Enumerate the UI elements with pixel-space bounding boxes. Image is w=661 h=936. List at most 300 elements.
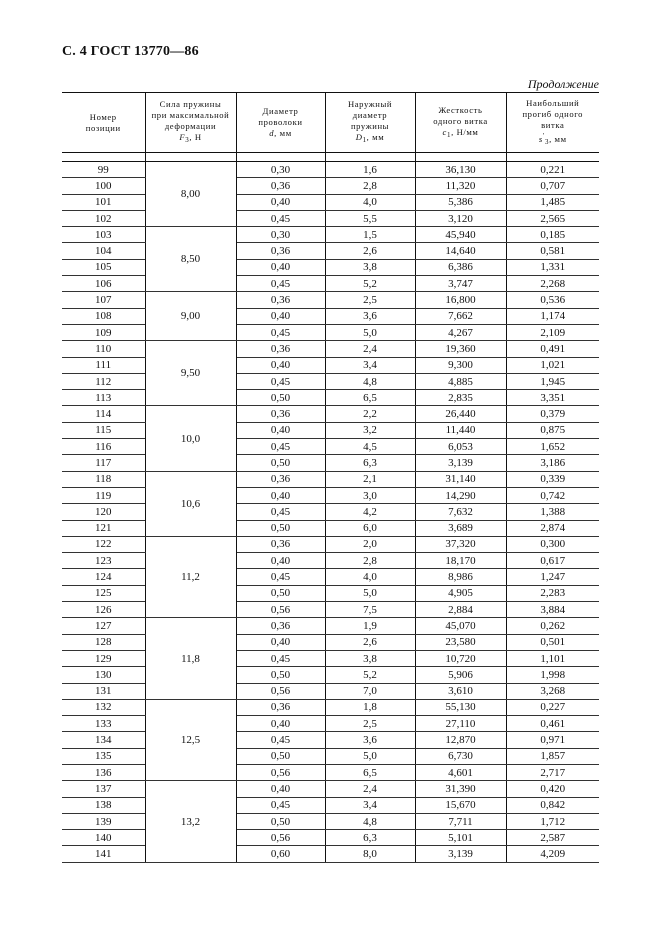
table-row bbox=[62, 390, 599, 406]
stiffness-cell: 5,906 bbox=[415, 667, 506, 683]
col-header-force bbox=[145, 93, 236, 153]
stiffness-cell: 4,885 bbox=[415, 373, 506, 389]
stiffness-cell: 9,300 bbox=[415, 357, 506, 373]
col-header-deflection bbox=[506, 93, 599, 153]
outer-diameter-cell: 2,4 bbox=[325, 341, 415, 357]
deflection-cell: 0,707 bbox=[506, 178, 599, 194]
force-cell: 11,8 bbox=[145, 618, 236, 699]
wire-diameter-cell: 0,45 bbox=[236, 504, 325, 520]
force-cell: 9,50 bbox=[145, 341, 236, 406]
table-body bbox=[62, 153, 599, 863]
wire-diameter-cell: 0,40 bbox=[236, 194, 325, 210]
table-row bbox=[62, 357, 599, 373]
wire-diameter-cell: 0,40 bbox=[236, 422, 325, 438]
outer-diameter-cell: 3,8 bbox=[325, 650, 415, 666]
stiffness-cell: 3,747 bbox=[415, 276, 506, 292]
stiffness-cell: 5,101 bbox=[415, 830, 506, 846]
spring-spec-table bbox=[62, 92, 599, 863]
position-cell: 126 bbox=[62, 602, 145, 618]
table-row bbox=[62, 406, 599, 422]
position-cell: 140 bbox=[62, 830, 145, 846]
deflection-cell: 0,742 bbox=[506, 487, 599, 503]
deflection-cell: 0,491 bbox=[506, 341, 599, 357]
outer-diameter-cell: 2,6 bbox=[325, 243, 415, 259]
position-cell: 118 bbox=[62, 471, 145, 487]
col-header-force-line: деформации bbox=[164, 121, 217, 131]
outer-diameter-cell: 2,6 bbox=[325, 634, 415, 650]
table-row bbox=[62, 699, 599, 715]
table-row bbox=[62, 748, 599, 764]
outer-diameter-cell: 3,2 bbox=[325, 422, 415, 438]
col-header-outer-line: пружины bbox=[350, 121, 390, 131]
table-row bbox=[62, 650, 599, 666]
col-header-force-line: Сила пружины bbox=[159, 99, 222, 109]
outer-sub: 1 bbox=[362, 136, 367, 144]
table-row bbox=[62, 259, 599, 275]
wire-diameter-cell: 0,36 bbox=[236, 178, 325, 194]
stiffness-cell: 6,386 bbox=[415, 259, 506, 275]
outer-diameter-cell: 6,0 bbox=[325, 520, 415, 536]
col-header-deflection-line: Наибольший bbox=[526, 97, 580, 108]
force-cell: 12,5 bbox=[145, 699, 236, 780]
deflection-cell: 2,109 bbox=[506, 324, 599, 340]
wire-diameter-cell: 0,40 bbox=[236, 781, 325, 797]
stiffness-cell: 3,689 bbox=[415, 520, 506, 536]
deflection-cell: 3,884 bbox=[506, 602, 599, 618]
position-cell: 110 bbox=[62, 341, 145, 357]
deflection-cell: 0,262 bbox=[506, 618, 599, 634]
force-unit: , Н bbox=[189, 132, 202, 142]
wire-diameter-cell: 0,45 bbox=[236, 324, 325, 340]
position-cell: 113 bbox=[62, 390, 145, 406]
outer-diameter-cell: 4,8 bbox=[325, 813, 415, 829]
deflection-cell: 0,971 bbox=[506, 732, 599, 748]
position-cell: 122 bbox=[62, 536, 145, 552]
col-header-stiffness-line: одного витка bbox=[433, 115, 488, 126]
outer-unit: , мм bbox=[366, 132, 385, 142]
col-header-deflection-line: витка bbox=[541, 119, 565, 130]
outer-diameter-cell: 5,5 bbox=[325, 210, 415, 226]
deflection-cell: 2,717 bbox=[506, 764, 599, 780]
position-cell: 129 bbox=[62, 650, 145, 666]
deflection-symbol: s bbox=[538, 133, 543, 144]
outer-diameter-cell: 7,5 bbox=[325, 602, 415, 618]
col-header-force-line: при максимальной bbox=[151, 110, 230, 120]
table-row bbox=[62, 471, 599, 487]
table-row bbox=[62, 422, 599, 438]
col-header-wire-line: Диаметр bbox=[262, 106, 299, 116]
deflection-cell: 0,461 bbox=[506, 716, 599, 732]
stiffness-cell: 10,720 bbox=[415, 650, 506, 666]
deflection-cell: 1,388 bbox=[506, 504, 599, 520]
outer-diameter-cell: 3,6 bbox=[325, 732, 415, 748]
wire-diameter-cell: 0,45 bbox=[236, 210, 325, 226]
deflection-cell: 1,485 bbox=[506, 194, 599, 210]
outer-diameter-cell: 1,9 bbox=[325, 618, 415, 634]
table-row bbox=[62, 292, 599, 308]
outer-diameter-cell: 7,0 bbox=[325, 683, 415, 699]
outer-diameter-cell: 6,3 bbox=[325, 830, 415, 846]
force-cell: 8,50 bbox=[145, 227, 236, 292]
outer-diameter-cell: 1,8 bbox=[325, 699, 415, 715]
stiffness-cell: 45,940 bbox=[415, 227, 506, 243]
col-header-outer-line: диаметр bbox=[352, 110, 388, 120]
wire-diameter-cell: 0,36 bbox=[236, 243, 325, 259]
table-row bbox=[62, 667, 599, 683]
position-cell: 106 bbox=[62, 276, 145, 292]
col-header-deflection-line: прогиб одного bbox=[522, 108, 584, 119]
wire-diameter-cell: 0,40 bbox=[236, 487, 325, 503]
stiffness-cell: 6,730 bbox=[415, 748, 506, 764]
deflection-cell: 0,536 bbox=[506, 292, 599, 308]
position-cell: 100 bbox=[62, 178, 145, 194]
deflection-cell: 1,945 bbox=[506, 373, 599, 389]
wire-diameter-cell: 0,36 bbox=[236, 618, 325, 634]
col-header-outer bbox=[325, 93, 415, 153]
spacer-cell bbox=[506, 153, 599, 162]
table-row bbox=[62, 813, 599, 829]
wire-symbol: d bbox=[269, 128, 275, 138]
wire-diameter-cell: 0,40 bbox=[236, 553, 325, 569]
wire-diameter-cell: 0,56 bbox=[236, 764, 325, 780]
table-row bbox=[62, 520, 599, 536]
force-cell: 10,6 bbox=[145, 471, 236, 536]
deflection-cell: 0,420 bbox=[506, 781, 599, 797]
wire-diameter-cell: 0,45 bbox=[236, 373, 325, 389]
wire-diameter-cell: 0,40 bbox=[236, 308, 325, 324]
position-cell: 111 bbox=[62, 357, 145, 373]
table-row bbox=[62, 797, 599, 813]
position-cell: 141 bbox=[62, 846, 145, 862]
table-row bbox=[62, 830, 599, 846]
wire-diameter-cell: 0,50 bbox=[236, 813, 325, 829]
stiffness-cell: 11,440 bbox=[415, 422, 506, 438]
stiffness-cell: 3,139 bbox=[415, 846, 506, 862]
outer-diameter-cell: 8,0 bbox=[325, 846, 415, 862]
col-header-position-line: Номер bbox=[89, 111, 117, 122]
stiffness-cell: 45,070 bbox=[415, 618, 506, 634]
table-row bbox=[62, 602, 599, 618]
deflection-cell: 0,300 bbox=[506, 536, 599, 552]
position-cell: 125 bbox=[62, 585, 145, 601]
spacer-cell bbox=[236, 153, 325, 162]
deflection-cell: 3,351 bbox=[506, 390, 599, 406]
wire-diameter-cell: 0,56 bbox=[236, 683, 325, 699]
wire-diameter-cell: 0,30 bbox=[236, 162, 325, 178]
deflection-cell: 1,652 bbox=[506, 439, 599, 455]
table-row bbox=[62, 210, 599, 226]
spacer-cell bbox=[62, 153, 145, 162]
table-row bbox=[62, 553, 599, 569]
wire-diameter-cell: 0,56 bbox=[236, 602, 325, 618]
deflection-cell: 1,857 bbox=[506, 748, 599, 764]
wire-diameter-cell: 0,40 bbox=[236, 357, 325, 373]
outer-diameter-cell: 3,8 bbox=[325, 259, 415, 275]
col-header-stiffness bbox=[415, 93, 506, 153]
stiffness-cell: 18,170 bbox=[415, 553, 506, 569]
wire-diameter-cell: 0,50 bbox=[236, 585, 325, 601]
outer-diameter-cell: 2,4 bbox=[325, 781, 415, 797]
stiffness-cell: 8,986 bbox=[415, 569, 506, 585]
outer-diameter-cell: 4,0 bbox=[325, 194, 415, 210]
position-cell: 123 bbox=[62, 553, 145, 569]
stiffness-cell: 7,711 bbox=[415, 813, 506, 829]
outer-diameter-cell: 6,3 bbox=[325, 455, 415, 471]
col-header-wire-symbol-line bbox=[239, 128, 323, 139]
position-cell: 117 bbox=[62, 455, 145, 471]
col-header-wire bbox=[236, 93, 325, 153]
position-cell: 115 bbox=[62, 422, 145, 438]
stiffness-symbol: c bbox=[442, 126, 447, 137]
outer-diameter-cell: 5,0 bbox=[325, 324, 415, 340]
wire-diameter-cell: 0,36 bbox=[236, 699, 325, 715]
wire-diameter-cell: 0,40 bbox=[236, 716, 325, 732]
outer-diameter-cell: 4,2 bbox=[325, 504, 415, 520]
deflection-cell: 0,221 bbox=[506, 162, 599, 178]
position-cell: 130 bbox=[62, 667, 145, 683]
stiffness-cell: 7,632 bbox=[415, 504, 506, 520]
position-cell: 131 bbox=[62, 683, 145, 699]
deflection-sub: 3 bbox=[544, 137, 550, 146]
outer-diameter-cell: 4,0 bbox=[325, 569, 415, 585]
deflection-cell: 2,283 bbox=[506, 585, 599, 601]
position-cell: 136 bbox=[62, 764, 145, 780]
position-cell: 99 bbox=[62, 162, 145, 178]
stiffness-cell: 14,290 bbox=[415, 487, 506, 503]
table-row bbox=[62, 569, 599, 585]
wire-diameter-cell: 0,50 bbox=[236, 390, 325, 406]
deflection-cell: 0,501 bbox=[506, 634, 599, 650]
outer-diameter-cell: 3,6 bbox=[325, 308, 415, 324]
deflection-cell: 2,268 bbox=[506, 276, 599, 292]
table-row bbox=[62, 373, 599, 389]
stiffness-cell: 4,267 bbox=[415, 324, 506, 340]
position-cell: 101 bbox=[62, 194, 145, 210]
position-cell: 104 bbox=[62, 243, 145, 259]
stiffness-cell: 3,610 bbox=[415, 683, 506, 699]
position-cell: 128 bbox=[62, 634, 145, 650]
wire-diameter-cell: 0,45 bbox=[236, 439, 325, 455]
position-cell: 119 bbox=[62, 487, 145, 503]
position-cell: 105 bbox=[62, 259, 145, 275]
table-spacer-row bbox=[62, 153, 599, 162]
table-row bbox=[62, 487, 599, 503]
position-cell: 109 bbox=[62, 324, 145, 340]
stiffness-cell: 12,870 bbox=[415, 732, 506, 748]
table-row bbox=[62, 324, 599, 340]
deflection-cell: 1,101 bbox=[506, 650, 599, 666]
force-cell: 10,0 bbox=[145, 406, 236, 471]
position-cell: 102 bbox=[62, 210, 145, 226]
deflection-cell: 2,587 bbox=[506, 830, 599, 846]
stiffness-cell: 23,580 bbox=[415, 634, 506, 650]
table-row bbox=[62, 308, 599, 324]
wire-diameter-cell: 0,45 bbox=[236, 732, 325, 748]
outer-diameter-cell: 3,4 bbox=[325, 797, 415, 813]
position-cell: 137 bbox=[62, 781, 145, 797]
wire-diameter-cell: 0,36 bbox=[236, 341, 325, 357]
outer-diameter-cell: 2,0 bbox=[325, 536, 415, 552]
position-cell: 138 bbox=[62, 797, 145, 813]
stiffness-cell: 31,390 bbox=[415, 781, 506, 797]
col-header-force-symbol-line bbox=[148, 132, 234, 146]
table-row bbox=[62, 585, 599, 601]
table-row bbox=[62, 227, 599, 243]
stiffness-cell: 2,884 bbox=[415, 602, 506, 618]
table-row bbox=[62, 455, 599, 471]
spacer-cell bbox=[325, 153, 415, 162]
table-row bbox=[62, 781, 599, 797]
col-header-position-line: позиции bbox=[85, 122, 121, 133]
table-row bbox=[62, 194, 599, 210]
outer-diameter-cell: 4,5 bbox=[325, 439, 415, 455]
col-header-wire-line: проволоки bbox=[258, 117, 303, 127]
deflection-cell: 0,842 bbox=[506, 797, 599, 813]
wire-diameter-cell: 0,36 bbox=[236, 471, 325, 487]
deflection-cell: 0,339 bbox=[506, 471, 599, 487]
position-cell: 135 bbox=[62, 748, 145, 764]
outer-diameter-cell: 2,8 bbox=[325, 553, 415, 569]
stiffness-cell: 7,662 bbox=[415, 308, 506, 324]
col-header-stiffness-symbol-line bbox=[418, 127, 504, 141]
outer-diameter-cell: 6,5 bbox=[325, 390, 415, 406]
position-cell: 124 bbox=[62, 569, 145, 585]
spacer-cell bbox=[145, 153, 236, 162]
position-cell: 121 bbox=[62, 520, 145, 536]
position-cell: 120 bbox=[62, 504, 145, 520]
position-cell: 114 bbox=[62, 406, 145, 422]
outer-diameter-cell: 2,1 bbox=[325, 471, 415, 487]
wire-diameter-cell: 0,45 bbox=[236, 569, 325, 585]
stiffness-cell: 16,800 bbox=[415, 292, 506, 308]
wire-diameter-cell: 0,60 bbox=[236, 846, 325, 862]
stiffness-cell: 3,139 bbox=[415, 455, 506, 471]
col-header-outer-symbol-line bbox=[328, 132, 413, 146]
outer-diameter-cell: 5,0 bbox=[325, 585, 415, 601]
table-row bbox=[62, 504, 599, 520]
table-row bbox=[62, 618, 599, 634]
stiffness-cell: 19,360 bbox=[415, 341, 506, 357]
stiffness-cell: 2,835 bbox=[415, 390, 506, 406]
deflection-cell: 2,565 bbox=[506, 210, 599, 226]
deflection-unit: , мм bbox=[549, 133, 567, 144]
table-row bbox=[62, 243, 599, 259]
table-row bbox=[62, 732, 599, 748]
stiffness-cell: 3,120 bbox=[415, 210, 506, 226]
position-cell: 103 bbox=[62, 227, 145, 243]
outer-diameter-cell: 6,5 bbox=[325, 764, 415, 780]
wire-diameter-cell: 0,50 bbox=[236, 667, 325, 683]
position-cell: 107 bbox=[62, 292, 145, 308]
wire-diameter-cell: 0,50 bbox=[236, 455, 325, 471]
table-row bbox=[62, 683, 599, 699]
stiffness-cell: 55,130 bbox=[415, 699, 506, 715]
wire-diameter-cell: 0,56 bbox=[236, 830, 325, 846]
position-cell: 127 bbox=[62, 618, 145, 634]
wire-diameter-cell: 0,45 bbox=[236, 276, 325, 292]
deflection-cell: 1,021 bbox=[506, 357, 599, 373]
deflection-cell: 1,331 bbox=[506, 259, 599, 275]
deflection-cell: 1,712 bbox=[506, 813, 599, 829]
outer-diameter-cell: 3,0 bbox=[325, 487, 415, 503]
table-row bbox=[62, 846, 599, 862]
table-row bbox=[62, 634, 599, 650]
deflection-cell: 4,209 bbox=[506, 846, 599, 862]
outer-diameter-cell: 2,8 bbox=[325, 178, 415, 194]
position-cell: 108 bbox=[62, 308, 145, 324]
outer-diameter-cell: 4,8 bbox=[325, 373, 415, 389]
stiffness-unit: , Н/мм bbox=[451, 126, 479, 137]
table-row bbox=[62, 162, 599, 178]
position-cell: 134 bbox=[62, 732, 145, 748]
outer-diameter-cell: 1,6 bbox=[325, 162, 415, 178]
outer-diameter-cell: 1,5 bbox=[325, 227, 415, 243]
force-symbol: F bbox=[179, 132, 186, 142]
deflection-cell: 0,875 bbox=[506, 422, 599, 438]
deflection-cell: 0,617 bbox=[506, 553, 599, 569]
position-cell: 112 bbox=[62, 373, 145, 389]
wire-diameter-cell: 0,30 bbox=[236, 227, 325, 243]
table-row bbox=[62, 341, 599, 357]
force-cell: 13,2 bbox=[145, 781, 236, 862]
position-cell: 116 bbox=[62, 439, 145, 455]
deflection-cell: 3,268 bbox=[506, 683, 599, 699]
outer-diameter-cell: 2,5 bbox=[325, 292, 415, 308]
stiffness-cell: 6,053 bbox=[415, 439, 506, 455]
deflection-cell: 0,227 bbox=[506, 699, 599, 715]
position-cell: 139 bbox=[62, 813, 145, 829]
stiffness-cell: 37,320 bbox=[415, 536, 506, 552]
table-row bbox=[62, 439, 599, 455]
table-row bbox=[62, 276, 599, 292]
position-cell: 133 bbox=[62, 716, 145, 732]
wire-diameter-cell: 0,36 bbox=[236, 292, 325, 308]
continuation-label: Продолжение bbox=[527, 77, 599, 91]
stiffness-cell: 4,905 bbox=[415, 585, 506, 601]
col-header-position bbox=[62, 93, 145, 153]
deflection-cell: 1,174 bbox=[506, 308, 599, 324]
outer-diameter-cell: 2,5 bbox=[325, 716, 415, 732]
table-row bbox=[62, 716, 599, 732]
stiffness-cell: 31,140 bbox=[415, 471, 506, 487]
outer-diameter-cell: 5,2 bbox=[325, 276, 415, 292]
table-header-row bbox=[62, 93, 599, 153]
outer-diameter-cell: 5,0 bbox=[325, 748, 415, 764]
table-row bbox=[62, 764, 599, 780]
col-header-deflection-symbol-line bbox=[509, 131, 598, 148]
deflection-cell: 0,581 bbox=[506, 243, 599, 259]
force-sub: 3 bbox=[185, 136, 190, 144]
stiffness-sub: 1 bbox=[446, 130, 452, 139]
wire-diameter-cell: 0,40 bbox=[236, 259, 325, 275]
stiffness-cell: 27,110 bbox=[415, 716, 506, 732]
wire-diameter-cell: 0,45 bbox=[236, 650, 325, 666]
deflection-cell: 2,874 bbox=[506, 520, 599, 536]
outer-diameter-cell: 2,2 bbox=[325, 406, 415, 422]
wire-diameter-cell: 0,40 bbox=[236, 634, 325, 650]
deflection-cell: 0,379 bbox=[506, 406, 599, 422]
deflection-sup: ′ bbox=[542, 131, 545, 140]
stiffness-cell: 5,386 bbox=[415, 194, 506, 210]
wire-diameter-cell: 0,50 bbox=[236, 520, 325, 536]
outer-diameter-cell: 3,4 bbox=[325, 357, 415, 373]
stiffness-cell: 14,640 bbox=[415, 243, 506, 259]
outer-diameter-cell: 5,2 bbox=[325, 667, 415, 683]
stiffness-cell: 4,601 bbox=[415, 764, 506, 780]
wire-diameter-cell: 0,36 bbox=[236, 536, 325, 552]
col-header-stiffness-line: Жесткость bbox=[438, 104, 483, 115]
col-header-outer-line: Наружный bbox=[347, 99, 393, 109]
